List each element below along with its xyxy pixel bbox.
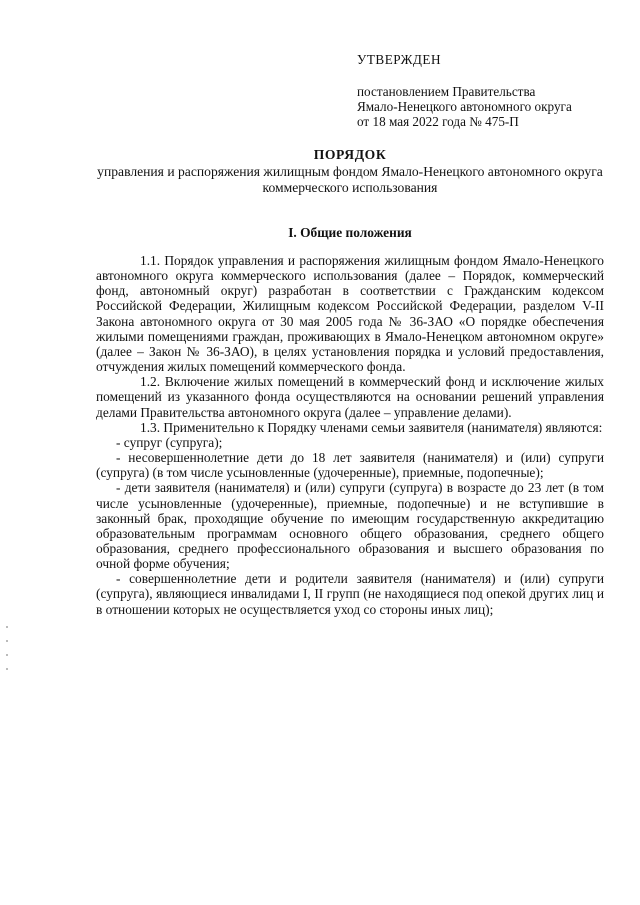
document-title: [96, 147, 604, 196]
scan-margin-marks: [6, 626, 10, 686]
approval-heading: УТВЕРЖДЕН: [357, 52, 442, 67]
list-item: - супруг (супруга);: [116, 434, 223, 450]
section-heading: I. Общие положения: [288, 225, 412, 240]
list-item: - дети заявителя (нанимателя) и (или) супруги (супруга) в возрасте до 23 лет (в том числе усыновленные (удочеренные), приемные, подопечные) и не вступившие в законный брак, проходящие обучение по имеющим государственную аккредитацию образовательным программам основного общего образования, среднего общего образования, среднего профессионального образования и высшего образования по очной форме обучения;: [96, 480, 604, 572]
document-title-sub: управления и распоряжения жилищным фондом Ямало-Ненецкого автономного округа коммерческого использования: [97, 164, 603, 195]
list-item: - совершеннолетние дети и родители заявителя (нанимателя) и (или) супруги (супруга), являющиеся инвалидами I, II групп (не находящиеся под опекой других лиц и в отношении которых не осуществляется уход со стороны иных лиц);: [96, 571, 604, 617]
scan-dot: [6, 668, 8, 670]
scan-dot: [6, 654, 8, 656]
approval-line: Ямало-Ненецкого автономного округа: [357, 99, 572, 114]
approval-line: постановлением Правительства: [357, 84, 536, 99]
paragraph-1-2: 1.2. Включение жилых помещений в коммерческий фонд и исключение жилых помещений из указанного фонда осуществляются на основании решений управления делами Правительства автономного округа (далее – управление делами).: [96, 374, 604, 420]
document-body: [96, 253, 604, 617]
paragraph-1-3: 1.3. Применительно к Порядку членами семьи заявителя (нанимателя) являются:: [140, 419, 603, 435]
scan-dot: [6, 626, 8, 628]
approval-line: от 18 мая 2022 года № 475-П: [357, 114, 519, 129]
scan-dot: [6, 640, 8, 642]
approval-block: [357, 52, 617, 129]
list-item: - несовершеннолетние дети до 18 лет заявителя (нанимателя) и (или) супруги (супруга) (в том числе усыновленные (удочеренные), приемные, подопечные);: [96, 450, 604, 481]
document-title-main: ПОРЯДОК: [313, 147, 387, 162]
paragraph-1-1: 1.1. Порядок управления и распоряжения жилищным фондом Ямало-Ненецкого автономного округа коммерческого использования (далее – Порядок, коммерческий фонд, автономный округ) разработан в соответствии с Гражданским кодексом Российской Федерации, Жилищным кодексом Российской Федерации, разделом V-II Закона автономного округа от 30 мая 2005 года № 36-ЗАО «О порядке обеспечения жилыми помещениями граждан, проживающих в Ямало-Ненецком автономном округе» (далее – Закон № 36-ЗАО), в целях установления порядка и условий предоставления, отчуждения жилых помещений коммерческого фонда.: [96, 253, 604, 375]
